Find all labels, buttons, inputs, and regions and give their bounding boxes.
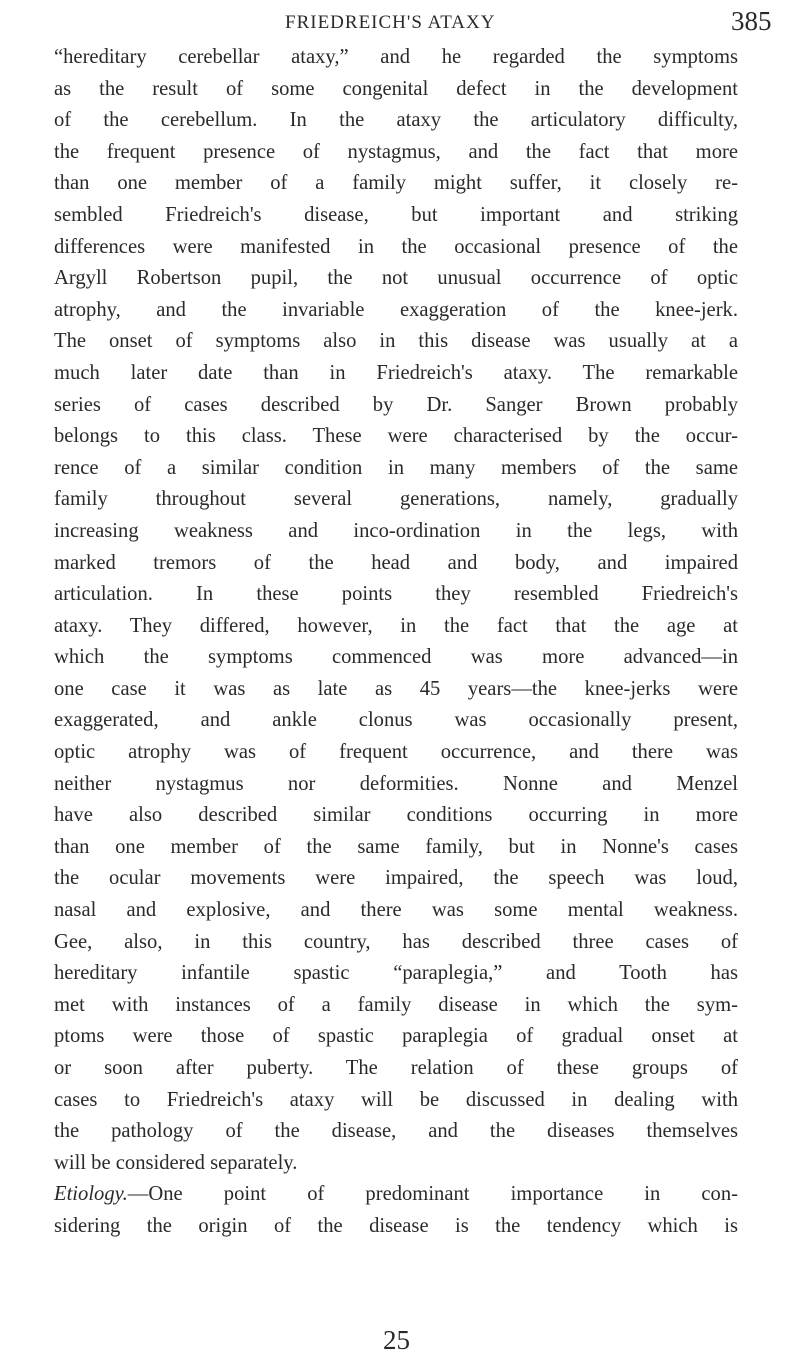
text-line: Gee, also, in this country, has described three cases of [54,930,738,953]
signature-mark: 25 [383,1325,410,1355]
running-head [0,6,801,42]
text-line: the pathology of the disease, and the diseases themselves [54,1120,738,1143]
text-line: sembled Friedreich's disease, but important and striking [54,203,738,226]
text-line: series of cases described by Dr. Sanger Brown probably [54,393,738,416]
text-line: met with instances of a family disease in which the sym- [54,993,738,1016]
running-title: FRIEDREICH'S ATAXY [285,12,496,33]
text-line: will be considered separately. [54,1151,298,1174]
text-line: neither nystagmus nor deformities. Nonne and Menzel [54,772,738,795]
text-line: exaggerated, and ankle clonus was occasionally present, [54,709,738,732]
text-line: belongs to this class. These were characterised by the occur- [54,425,738,448]
text-line: than one member of the same family, but in Nonne's cases [54,835,738,858]
text-line: as the result of some congenital defect in the development [54,77,738,100]
text-line: the frequent presence of nystagmus, and the fact that more [54,140,738,163]
text-line: increasing weakness and inco-ordination in the legs, with [54,519,738,542]
etiology-line-text: —One point of predominant importance in con- [127,1183,738,1206]
text-line: nasal and explosive, and there was some mental weakness. [54,899,738,922]
body-text [54,42,738,1243]
text-line: cases to Friedreich's ataxy will be discussed in dealing with [54,1088,738,1111]
text-line: sidering the origin of the disease is the tendency which is [54,1214,738,1237]
text-line: have also described similar conditions occurring in more [54,804,738,827]
text-line: much later date than in Friedreich's ataxy. The remarkable [54,361,738,384]
text-line: ptoms were those of spastic paraplegia of gradual onset at [54,1025,738,1048]
etiology-line [54,1179,738,1211]
text-line: or soon after puberty. The relation of these groups of [54,1057,738,1079]
text-line: articulation. In these points they resembled Friedreich's [54,583,738,606]
text-line: the ocular movements were impaired, the speech was loud, [54,867,738,890]
text-line: than one member of a family might suffer, it closely re- [54,172,738,195]
text-line: The onset of symptoms also in this disease was usually at a [54,330,738,353]
text-line: optic atrophy was of frequent occurrence, and there was [54,741,738,764]
text-line: ataxy. They differed, however, in the fact that the age at [54,614,738,637]
page-number: 385 [731,6,772,36]
text-line: differences were manifested in the occasional presence of the [54,235,738,258]
text-line: which the symptoms commenced was more advanced—in [54,646,738,669]
text-line: of the cerebellum. In the ataxy the articulatory difficulty, [54,109,738,132]
text-line: hereditary infantile spastic “paraplegia,” and Tooth has [54,962,738,985]
text-line: atrophy, and the invariable exaggeration of the knee-jerk. [54,298,738,321]
text-line: rence of a similar condition in many members of the same [54,456,738,479]
text-line: Argyll Robertson pupil, the not unusual occurrence of optic [54,267,738,290]
text-line: “hereditary cerebellar ataxy,” and he regarded the symptoms [54,46,738,68]
text-line: one case it was as late as 45 years—the knee-jerks were [54,677,738,700]
etiology-heading: Etiology. [54,1183,128,1206]
text-line: marked tremors of the head and body, and impaired [54,551,738,574]
text-line: family throughout several generations, namely, gradually [54,488,738,511]
